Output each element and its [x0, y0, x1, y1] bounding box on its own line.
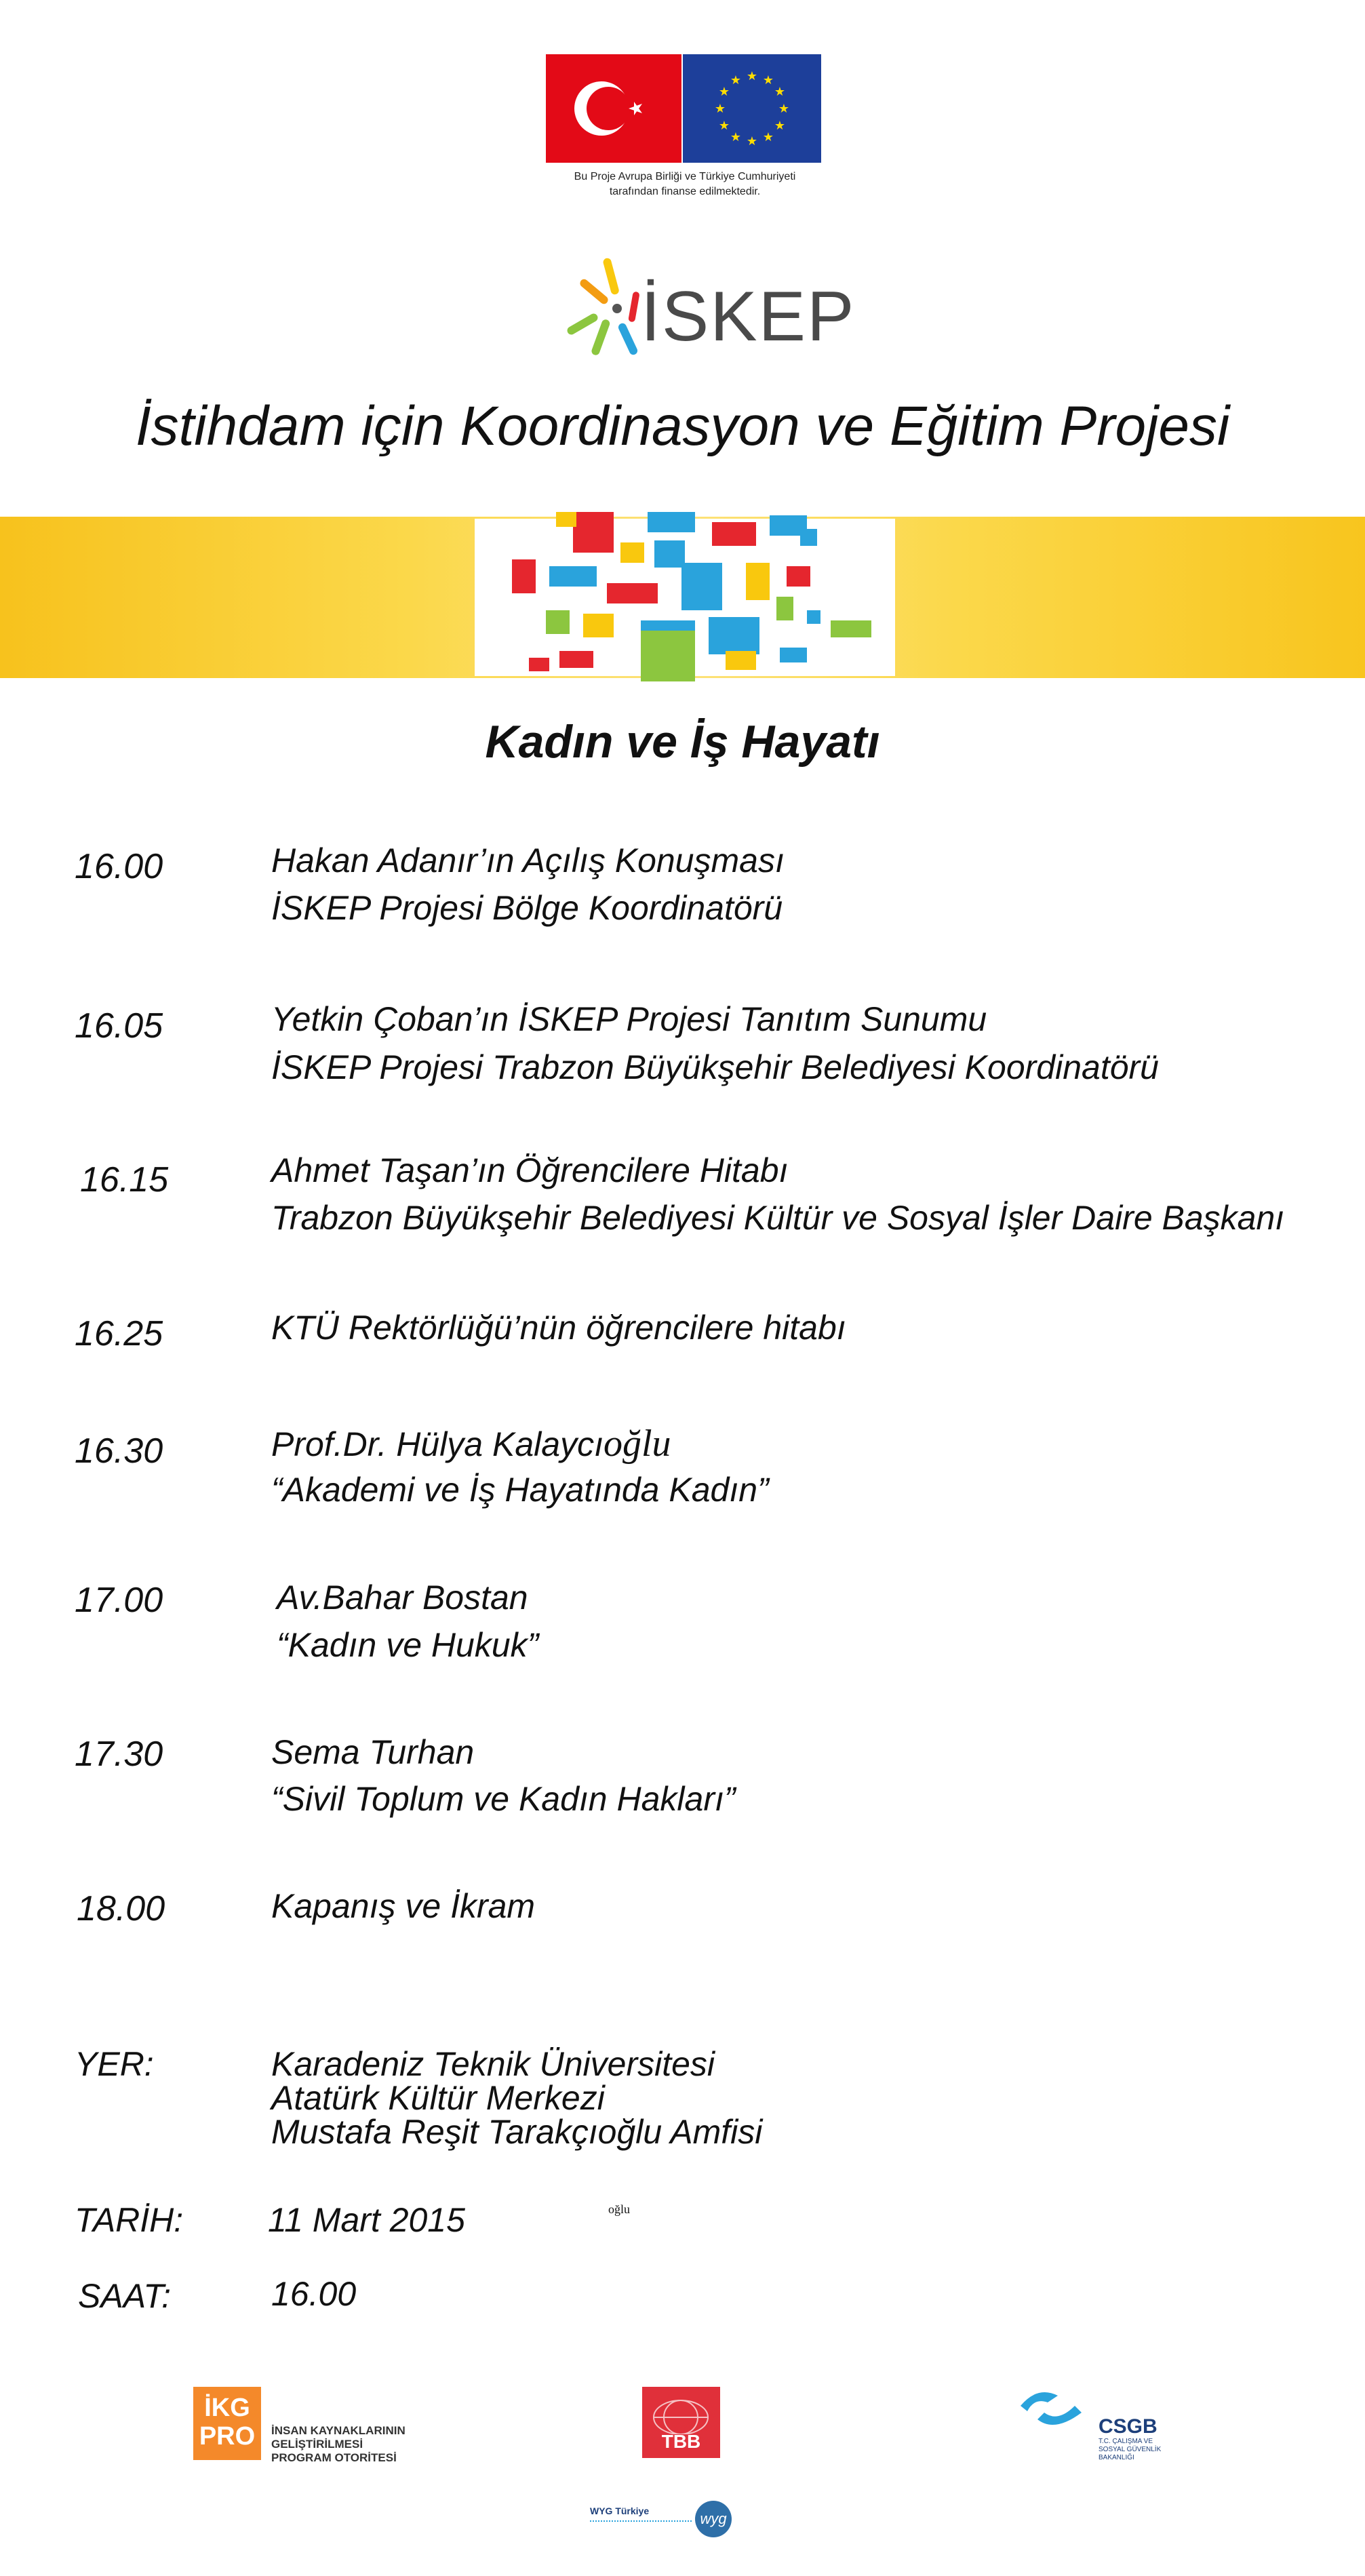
- svg-text:★: ★: [778, 102, 790, 115]
- date-value: 11 Mart 2015: [268, 2201, 465, 2239]
- svg-text:★: ★: [762, 73, 774, 87]
- color-mosaic-graphic: [475, 512, 895, 681]
- schedule-time: 17.00: [75, 1581, 163, 1620]
- time-label: SAAT:: [78, 2277, 172, 2315]
- wyg-logo-text: WYG Türkiye: [590, 2505, 650, 2516]
- csgb-logo-text: CSGB: [1099, 2415, 1158, 2438]
- schedule-line: Ahmet Taşan’ın Öğrencilere Hitabı: [271, 1151, 789, 1189]
- schedule-time: 16.25: [75, 1314, 163, 1353]
- csgb-logo-icon: [1017, 2385, 1085, 2433]
- place-line: Atatürk Kültür Merkezi: [271, 2079, 605, 2117]
- svg-text:★: ★: [762, 130, 774, 144]
- schedule-line: KTÜ Rektörlüğü’nün öğrencilere hitabı: [271, 1309, 846, 1347]
- schedule-time: 18.00: [77, 1889, 165, 1928]
- schedule-line: “Sivil Toplum ve Kadın Hakları”: [271, 1780, 736, 1818]
- svg-text:★: ★: [746, 134, 758, 148]
- svg-text:★: ★: [730, 73, 742, 87]
- project-title: İstihdam için Koordinasyon ve Eğitim Projesi: [135, 395, 1230, 457]
- schedule-line: İSKEP Projesi Bölge Koordinatörü: [271, 889, 783, 927]
- schedule-line: Av.Bahar Bostan: [277, 1579, 528, 1617]
- schedule-line: Sema Turhan: [271, 1733, 475, 1771]
- funding-note: Bu Proje Avrupa Birliği ve Türkiye Cumhuriyeti tarafından finanse edilmektedir.: [574, 171, 796, 197]
- svg-text:★: ★: [718, 119, 730, 132]
- event-title: Kadın ve İş Hayatı: [485, 716, 880, 768]
- ikg-pro-logo: İKG PRO: [193, 2387, 261, 2460]
- place-line: Karadeniz Teknik Üniversitesi: [271, 2045, 715, 2083]
- schedule-line: “Kadın ve Hukuk”: [277, 1626, 539, 1664]
- place-line: Mustafa Reşit Tarakçıoğlu Amfisi: [271, 2113, 763, 2151]
- csgb-logo-caption: T.C. ÇALIŞMA VE SOSYAL GÜVENLİK BAKANLIĞI: [1099, 2438, 1162, 2461]
- svg-text:★: ★: [714, 102, 726, 115]
- schedule-line: İSKEP Projesi Trabzon Büyükşehir Belediyesi Koordinatörü: [271, 1048, 1159, 1086]
- schedule-line: Hakan Adanır’ın Açılış Konuşması: [271, 841, 785, 879]
- schedule-line: Trabzon Büyükşehir Belediyesi Kültür ve Sosyal İşler Daire Başkanı: [271, 1199, 1285, 1237]
- svg-text:★: ★: [730, 130, 742, 144]
- time-value: 16.00: [271, 2275, 357, 2313]
- wyg-divider: [590, 2520, 692, 2522]
- schedule-line: Yetkin Çoban’ın İSKEP Projesi Tanıtım Sunumu: [271, 1000, 987, 1038]
- svg-text:★: ★: [746, 69, 758, 83]
- schedule-time: 16.00: [75, 847, 163, 886]
- schedule-line: Prof.Dr. Hülya Kalaycıoğlu: [271, 1423, 671, 1465]
- ikg-pro-caption: İNSAN KAYNAKLARININ GELİŞTİRİLMESİ PROGRAM OTORİTESİ: [271, 2424, 405, 2464]
- iskep-logo-text: İSKEP: [641, 277, 856, 356]
- svg-text:★: ★: [718, 85, 730, 98]
- tbb-logo-text: TBB: [661, 2431, 701, 2452]
- svg-text:★: ★: [774, 119, 786, 132]
- schedule-time: 16.05: [75, 1006, 163, 1046]
- place-label: YER:: [75, 2045, 154, 2083]
- schedule-time: 16.30: [75, 1431, 163, 1471]
- eu-flag: [683, 54, 821, 163]
- schedule-line: Kapanış ve İkram: [271, 1887, 536, 1925]
- date-label: TARİH:: [75, 2201, 184, 2239]
- wyg-logo: wyg: [695, 2501, 732, 2537]
- schedule-time: 16.15: [80, 1160, 169, 1200]
- svg-text:★: ★: [774, 85, 786, 98]
- schedule-time: 17.30: [75, 1735, 163, 1774]
- iskep-logo-icon: [566, 254, 648, 363]
- schedule-line: “Akademi ve İş Hayatında Kadın”: [271, 1471, 769, 1509]
- turkey-flag: [546, 54, 681, 163]
- stray-note: oğlu: [608, 2202, 631, 2216]
